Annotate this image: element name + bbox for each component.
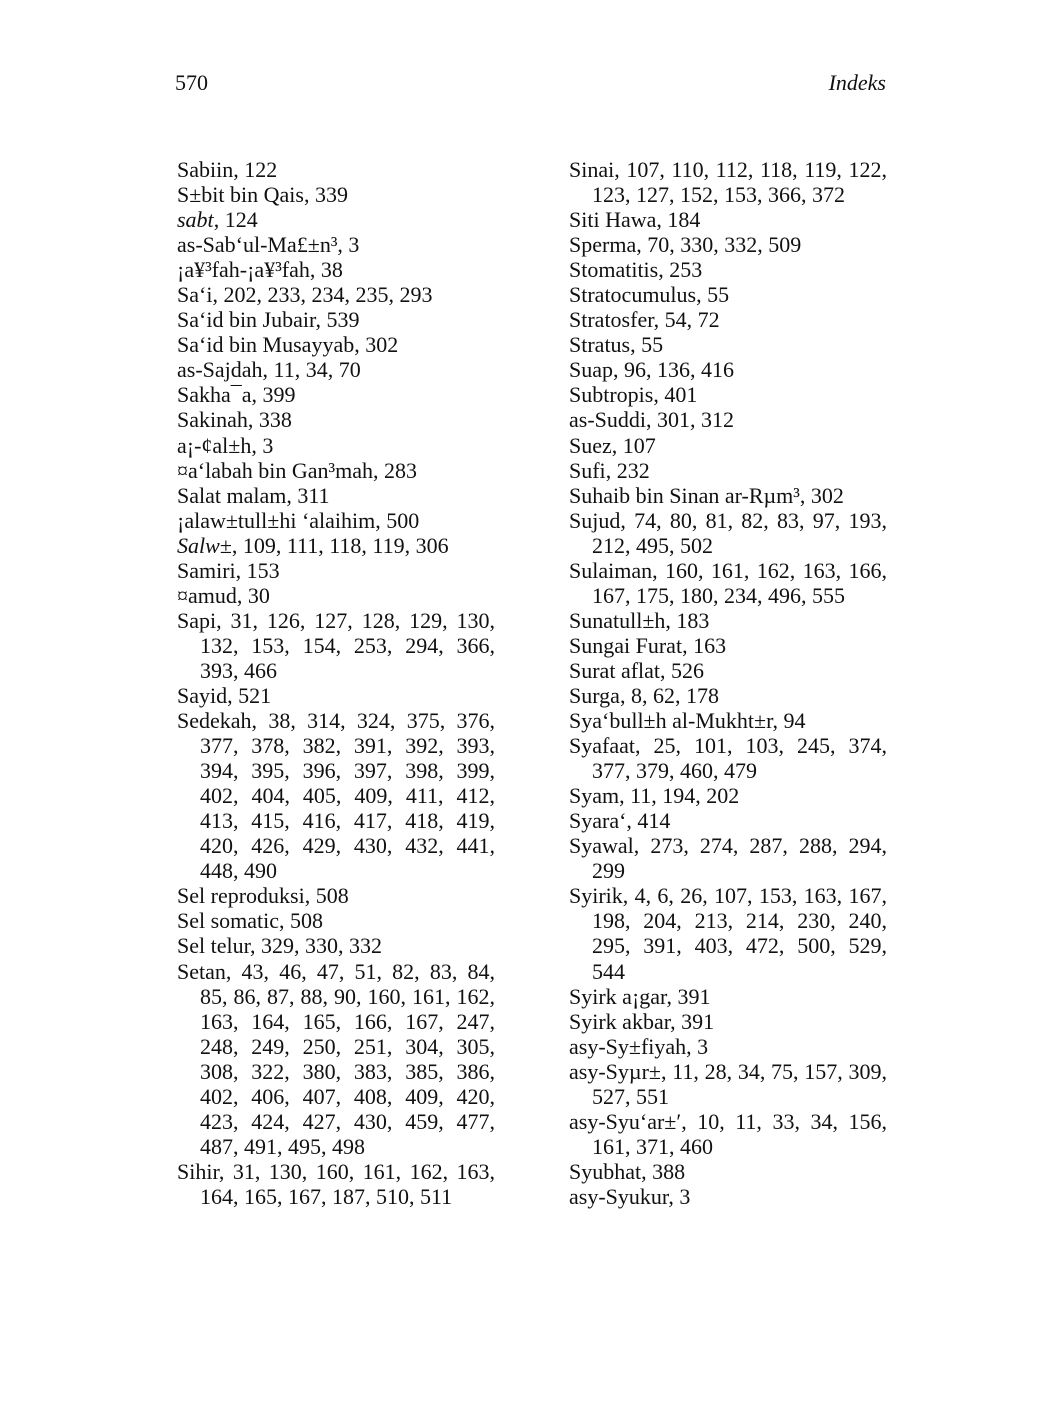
index-term: Sabiin bbox=[177, 157, 234, 182]
index-page-refs: , 388 bbox=[641, 1158, 686, 1184]
index-term: Syam bbox=[569, 783, 620, 809]
index-page-refs: , 301, 312 bbox=[646, 407, 734, 433]
index-term: asy-Sy±fiyah bbox=[569, 1033, 687, 1059]
index-page-refs: , 38, 314, 324, 375, 376, 377, 378, 382, 391, 392, 393, 394, 395, 396, 397, 398, 399, 402, 404, 405, 409, 411, 412, 413, 415, 416, 417, 418, 419, 420, 426, 429, 430, 432, 441, 448, 490 bbox=[200, 708, 495, 884]
index-entry bbox=[177, 708, 495, 883]
index-term: Sya‘bull±h al-Mukht±r bbox=[569, 708, 773, 734]
index-term: Stratus bbox=[569, 332, 631, 358]
index-entry bbox=[569, 508, 887, 558]
index-entry bbox=[177, 232, 495, 257]
index-term: ¡a¥³fah-¡a¥³fah bbox=[177, 257, 310, 283]
index-page-refs: , 273, 274, 287, 288, 294, 299 bbox=[592, 833, 887, 884]
index-term: Suap bbox=[569, 357, 613, 383]
index-term: Syara‘ bbox=[569, 808, 627, 834]
index-entry bbox=[177, 959, 495, 1159]
index-term: Sa‘i bbox=[177, 282, 213, 308]
index-entry bbox=[177, 533, 495, 558]
index-entry bbox=[569, 382, 887, 407]
index-term: Syirk akbar bbox=[569, 1008, 671, 1034]
index-term: Sujud bbox=[569, 507, 621, 533]
index-term: Sungai Furat bbox=[569, 632, 683, 658]
index-term: Surga bbox=[569, 682, 620, 708]
index-entry bbox=[569, 708, 887, 733]
index-page-refs: , 232 bbox=[605, 457, 650, 483]
index-page-refs: , 70, 330, 332, 509 bbox=[636, 232, 802, 258]
index-entry bbox=[177, 357, 495, 382]
index-page-refs: , 521 bbox=[227, 682, 272, 708]
index-page-refs: , 508 bbox=[304, 883, 349, 909]
index-entry bbox=[177, 157, 495, 182]
index-entry bbox=[177, 182, 495, 207]
index-term: Surat aflat bbox=[569, 657, 661, 683]
index-entry bbox=[177, 407, 495, 432]
index-entry bbox=[177, 1159, 495, 1209]
index-entry bbox=[177, 257, 495, 282]
index-entry bbox=[569, 307, 887, 332]
index-entry bbox=[177, 382, 495, 407]
index-entry bbox=[177, 307, 495, 332]
index-page-refs: , 11, 194, 202 bbox=[619, 783, 740, 809]
index-term: Siti Hawa bbox=[569, 207, 657, 233]
index-entry bbox=[177, 433, 495, 458]
index-page-refs: , 311 bbox=[286, 482, 330, 508]
index-entry bbox=[569, 207, 887, 232]
index-term: Sakha¯a bbox=[177, 382, 252, 408]
index-term: Sperma bbox=[569, 232, 637, 258]
index-term: Sa‘id bin Musayyab bbox=[177, 332, 355, 358]
index-term: ¤amud bbox=[177, 582, 237, 608]
index-term: ¡alaw±tull±hi ‘alaihim bbox=[177, 507, 376, 533]
index-page-refs: , 74, 80, 81, 82, 83, 97, 193, 212, 495, 502 bbox=[592, 507, 887, 558]
index-page-refs: , 3 bbox=[337, 232, 360, 258]
index-entry bbox=[569, 883, 887, 983]
index-page-refs: , 3 bbox=[668, 1183, 691, 1209]
index-page-refs: , 414 bbox=[626, 808, 671, 834]
index-term: Sunatull±h bbox=[569, 607, 666, 633]
index-page-refs: , 11, 28, 34, 75, 157, 309, 527, 551 bbox=[592, 1058, 887, 1109]
index-term: Sel somatic bbox=[177, 908, 280, 934]
index-term: asy-Syµr± bbox=[569, 1058, 661, 1084]
index-page-refs: , 302 bbox=[799, 482, 844, 508]
index-page-refs: , 11, 34, 70 bbox=[262, 357, 361, 383]
index-entry bbox=[569, 833, 887, 883]
index-page-refs: , 4, 6, 26, 107, 153, 163, 167, 198, 204, 213, 214, 230, 240, 295, 391, 403, 472, 500, 529, 544 bbox=[592, 883, 887, 984]
index-page-refs: , 43, 46, 47, 51, 82, 83, 84, 85, 86, 87, 88, 90, 160, 161, 162, 163, 164, 165, 166, 167, 247, 248, 249, 250, 251, 304, 305, 308, 322, 380, 383, 385, 386, 402, 406, 407, 408, 409, 420, 423, 424, 427, 430, 459, 477, 487, 491, 495, 498 bbox=[200, 958, 495, 1159]
index-page-refs: , 329, 330, 332 bbox=[250, 933, 383, 959]
index-entry bbox=[177, 583, 495, 608]
index-page-refs: , 94 bbox=[772, 708, 806, 734]
index-page-refs: , 31, 130, 160, 161, 162, 163, 164, 165, 167, 187, 510, 511 bbox=[200, 1158, 495, 1209]
index-page-refs: , 153 bbox=[235, 557, 280, 583]
index-page-refs: , 401 bbox=[653, 382, 698, 408]
index-page-refs: , 391 bbox=[666, 983, 711, 1009]
index-entry bbox=[569, 658, 887, 683]
index-term: Stratocumulus bbox=[569, 282, 697, 308]
index-page-refs: , 500 bbox=[375, 507, 420, 533]
index-column-left bbox=[177, 157, 495, 1209]
index-entry bbox=[569, 483, 887, 508]
index-page-refs: , 31, 126, 127, 128, 129, 130, 132, 153, 154, 253, 294, 366, 393, 466 bbox=[200, 607, 495, 683]
page-number: 570 bbox=[175, 70, 208, 95]
index-entry bbox=[569, 808, 887, 833]
index-term: Sakinah bbox=[177, 407, 248, 433]
index-term: Sayid bbox=[177, 682, 228, 708]
index-term: Salat malam bbox=[177, 482, 287, 508]
index-page-refs: , 184 bbox=[656, 207, 701, 233]
index-page-refs: , 526 bbox=[660, 657, 705, 683]
index-entry bbox=[569, 608, 887, 633]
index-page-refs: , 109, 111, 118, 119, 306 bbox=[231, 532, 449, 558]
index-term: as-Suddi bbox=[569, 407, 646, 433]
index-entry bbox=[569, 1184, 887, 1209]
index-term: Sa‘id bin Jubair bbox=[177, 307, 316, 333]
index-term: Subtropis bbox=[569, 382, 654, 408]
index-page-refs: , 3 bbox=[686, 1033, 709, 1059]
index-entry bbox=[177, 608, 495, 683]
index-page-refs: , 30 bbox=[236, 582, 270, 608]
index-term: asy-Syukur bbox=[569, 1183, 669, 1209]
index-page-refs: , 163 bbox=[682, 632, 727, 658]
index-term: as-Sajdah bbox=[177, 357, 263, 383]
index-page-refs: , 399 bbox=[251, 382, 296, 408]
index-term: Sapi bbox=[177, 607, 217, 633]
index-page-refs: , 124 bbox=[213, 207, 258, 233]
index-term: Sulaiman bbox=[569, 557, 653, 583]
index-entry bbox=[177, 282, 495, 307]
index-page-refs: , 25, 101, 103, 245, 374, 377, 379, 460, 479 bbox=[592, 733, 887, 784]
index-term: Stratosfer bbox=[569, 307, 654, 333]
index-page-refs: , 283 bbox=[372, 457, 417, 483]
index-term: Stomatitis bbox=[569, 257, 659, 283]
index-entry bbox=[177, 458, 495, 483]
index-entry bbox=[569, 332, 887, 357]
index-page-refs: , 183 bbox=[665, 607, 710, 633]
index-entry bbox=[569, 633, 887, 658]
index-page-refs: , 338 bbox=[247, 407, 292, 433]
index-page-refs: , 302 bbox=[354, 332, 399, 358]
index-term: Syubhat bbox=[569, 1158, 642, 1184]
running-head: Indeks bbox=[828, 70, 886, 95]
index-term: Sel reproduksi bbox=[177, 883, 305, 909]
index-page-refs: , 202, 233, 234, 235, 293 bbox=[212, 282, 433, 308]
index-page-refs: , 10, 11, 33, 34, 156, 161, 371, 460 bbox=[592, 1108, 887, 1159]
index-entry bbox=[177, 933, 495, 958]
index-page-refs: , 508 bbox=[279, 908, 324, 934]
index-page-refs: , 339 bbox=[303, 182, 348, 208]
index-term: Sedekah bbox=[177, 708, 252, 734]
index-page-refs: , 38 bbox=[309, 257, 343, 283]
index-entry bbox=[177, 558, 495, 583]
index-entry bbox=[177, 908, 495, 933]
index-entry bbox=[569, 1059, 887, 1109]
index-entry bbox=[569, 157, 887, 207]
index-entry bbox=[569, 783, 887, 808]
index-page-refs: , 55 bbox=[696, 282, 730, 308]
index-term: Samiri bbox=[177, 557, 236, 583]
index-term: Sinai bbox=[569, 157, 615, 182]
index-entry bbox=[569, 733, 887, 783]
index-term: S±bit bin Qais bbox=[177, 182, 304, 208]
index-term: Sufi bbox=[569, 457, 606, 483]
index-column-right bbox=[569, 157, 887, 1209]
index-term: Salw± bbox=[177, 532, 232, 558]
index-entry bbox=[569, 232, 887, 257]
index-term: Syafaat bbox=[569, 733, 635, 759]
index-term: as-Sab‘ul-Ma£±n³ bbox=[177, 232, 338, 258]
index-page-refs: , 54, 72 bbox=[653, 307, 720, 333]
index-entry bbox=[177, 207, 495, 232]
index-term: Syirik bbox=[569, 883, 623, 909]
index-entry bbox=[177, 508, 495, 533]
index-page-refs: , 96, 136, 416 bbox=[613, 357, 734, 383]
index-entry bbox=[177, 483, 495, 508]
index-term: a¡-¢al±h bbox=[177, 432, 252, 458]
index-entry bbox=[569, 683, 887, 708]
index-page-refs: , 55 bbox=[630, 332, 664, 358]
index-entry bbox=[569, 1109, 887, 1159]
index-term: ¤a‘labah bin Gan³mah bbox=[177, 457, 373, 483]
index-term: Suez bbox=[569, 432, 612, 458]
index-page-refs: , 122 bbox=[233, 157, 278, 182]
index-term: Sel telur bbox=[177, 933, 251, 959]
index-page-refs: , 253 bbox=[658, 257, 703, 283]
index-entry bbox=[177, 332, 495, 357]
index-term: Sihir bbox=[177, 1158, 219, 1184]
index-entry bbox=[177, 683, 495, 708]
index-term: Suhaib bin Sinan ar-Rµm³ bbox=[569, 482, 800, 508]
index-term: sabt bbox=[177, 207, 214, 233]
index-page-refs: , 3 bbox=[251, 432, 274, 458]
index-entry bbox=[569, 1159, 887, 1184]
index-term: Syawal bbox=[569, 833, 634, 859]
index-entry bbox=[569, 984, 887, 1009]
index-page-refs: , 391 bbox=[670, 1008, 715, 1034]
index-entry bbox=[569, 558, 887, 608]
index-entry bbox=[569, 433, 887, 458]
index-entry bbox=[569, 257, 887, 282]
index-entry bbox=[569, 282, 887, 307]
index-entry bbox=[177, 883, 495, 908]
index-term: Setan bbox=[177, 958, 226, 984]
index-page-refs: , 539 bbox=[315, 307, 360, 333]
index-entry bbox=[569, 407, 887, 432]
index-term: asy-Syu‘ar±′ bbox=[569, 1108, 682, 1134]
index-page-refs: , 107, 110, 112, 118, 119, 122, 123, 127, 152, 153, 366, 372 bbox=[592, 157, 887, 208]
index-page-refs: , 8, 62, 178 bbox=[619, 682, 719, 708]
index-page-refs: , 107 bbox=[611, 432, 656, 458]
index-entry bbox=[569, 357, 887, 382]
index-entry bbox=[569, 458, 887, 483]
index-page-refs: , 160, 161, 162, 163, 166, 167, 175, 180, 234, 496, 555 bbox=[592, 557, 887, 608]
index-entry bbox=[569, 1009, 887, 1034]
index-entry bbox=[569, 1034, 887, 1059]
index-term: Syirk a¡gar bbox=[569, 983, 667, 1009]
